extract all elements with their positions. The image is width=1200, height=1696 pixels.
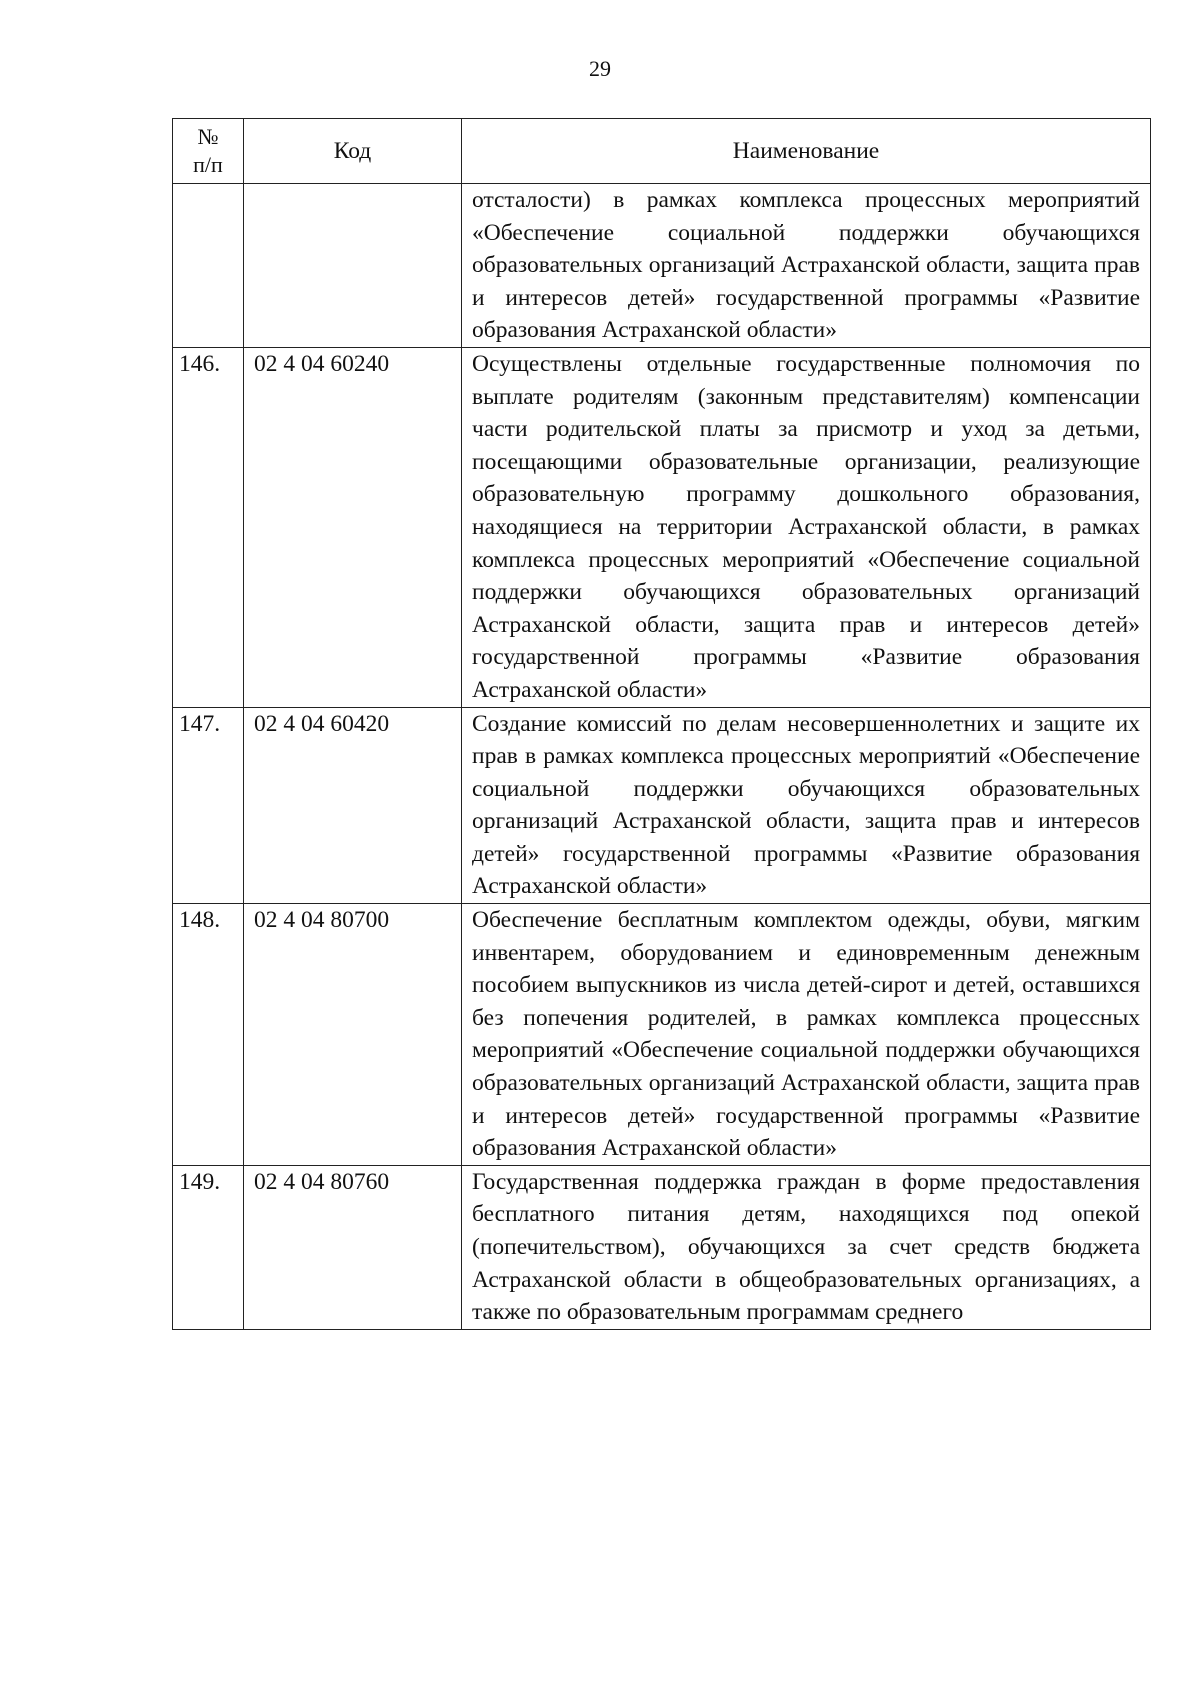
row-number: 146. bbox=[173, 347, 244, 707]
header-number-sign: № bbox=[197, 124, 219, 149]
row-number bbox=[173, 184, 244, 348]
header-code: Код bbox=[244, 119, 462, 184]
row-code: 02 4 04 80700 bbox=[244, 904, 462, 1166]
budget-codes-table bbox=[172, 118, 1151, 1330]
row-number: 148. bbox=[173, 904, 244, 1166]
row-code: 02 4 04 60240 bbox=[244, 347, 462, 707]
row-code bbox=[244, 184, 462, 348]
table-row-149 bbox=[173, 1165, 1151, 1329]
row-name: Создание комиссий по делам несовершеннолетних и защите их прав в рамках комплекса процессных мероприятий «Обеспечение социальной поддержки обучающихся образовательных организаций Астраханской области, защита прав и интересов детей» государственной программы «Развитие образования Астраханской области» bbox=[462, 707, 1151, 904]
row-name: Обеспечение бесплатным комплектом одежды, обуви, мягким инвентарем, оборудованием и единовременным денежным пособием выпускников из числа детей-сирот и детей, оставшихся без попечения родителей, в рамках комплекса процессных мероприятий «Обеспечение социальной поддержки обучающихся образовательных организаций Астраханской области, защита прав и интересов детей» государственной программы «Развитие образования Астраханской области» bbox=[462, 904, 1151, 1166]
table-row-148 bbox=[173, 904, 1151, 1166]
row-name: отсталости) в рамках комплекса процессных мероприятий «Обеспечение социальной поддержки обучающихся образовательных организаций Астраханской области, защита прав и интересов детей» государственной программы «Развитие образования Астраханской области» bbox=[462, 184, 1151, 348]
page-number: 29 bbox=[589, 56, 611, 81]
table-body bbox=[173, 184, 1151, 1330]
row-number: 149. bbox=[173, 1165, 244, 1329]
header-number-abbr: п/п bbox=[193, 152, 223, 177]
header-number bbox=[173, 119, 244, 184]
table-row-146 bbox=[173, 347, 1151, 707]
header-name: Наименование bbox=[462, 119, 1151, 184]
row-name: Осуществлены отдельные государственные полномочия по выплате родителям (законным представителям) компенсации части родительской платы за присмотр и уход за детьми, посещающими образовательные организации, реализующие образовательную программу дошкольного образования, находящиеся на территории Астраханской области, в рамках комплекса процессных мероприятий «Обеспечение социальной поддержки обучающихся образовательных организаций Астраханской области, защита прав и интересов детей» государственной программы «Развитие образования Астраханской области» bbox=[462, 347, 1151, 707]
header-row bbox=[173, 119, 1151, 184]
row-code: 02 4 04 60420 bbox=[244, 707, 462, 904]
row-name: Государственная поддержка граждан в форме предоставления бесплатного питания детям, находящихся под опекой (попечительством), обучающихся за счет средств бюджета Астраханской области в общеобразовательных организациях, а также по образовательным программам среднего bbox=[462, 1165, 1151, 1329]
table-row-147 bbox=[173, 707, 1151, 904]
row-number: 147. bbox=[173, 707, 244, 904]
row-code: 02 4 04 80760 bbox=[244, 1165, 462, 1329]
table-header bbox=[173, 119, 1151, 184]
table-row-continuation bbox=[173, 184, 1151, 348]
